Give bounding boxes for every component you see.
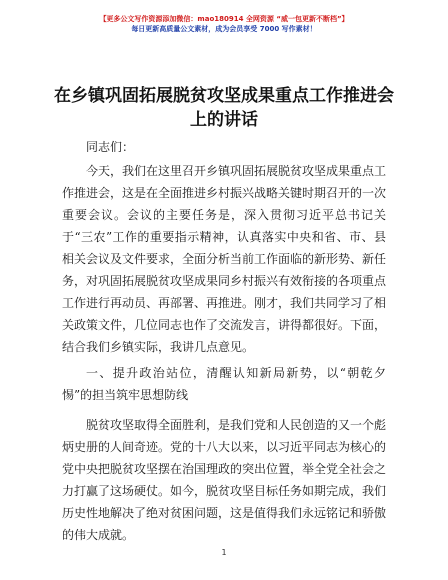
paragraph-section-1: 脱贫攻坚取得全面胜利，是我们党和人民创造的又一个彪炳史册的人间奇迹。党的十八大以来，以习近平同志为核心的党中央把脱贫攻坚摆在治国理政的突出位置，举全党全社会之力打赢了这场硬仗。如今，脱贫攻坚目标任务如期完成，我们历史性地解决了绝对贫困问题，这是值得我们永远铭记和骄傲的伟大成就。 bbox=[62, 418, 387, 542]
greeting: 同志们： bbox=[86, 140, 135, 154]
section-heading: 一、提升政治站位，清醒认知新局新势，以“朝乾夕惕”的担当筑牢思想防线 bbox=[62, 366, 386, 402]
promo-banner bbox=[0, 14, 448, 34]
page-number: 1 bbox=[221, 548, 227, 557]
promo-line-2: 每日更新高质量公文素材，成为会员享受 7000 写作素材！ bbox=[131, 25, 317, 33]
document-title: 在乡镇巩固拓展脱贫攻坚成果重点工作推进会上的讲话 bbox=[54, 86, 394, 130]
document-body bbox=[62, 136, 386, 550]
paragraph-intro: 今天，我们在这里召开乡镇巩固拓展脱贫攻坚成果重点工作推进会，这是在全面推进乡村振兴战略关键时期召开的一次重要会议。会议的主要任务是，深入贯彻习近平总书记关于“三农”工作的重要指示精神，认真落实中央和省、市、县相关会议及文件要求，全面分析当前工作面临的新形势、新任务，对巩固拓展脱贫攻坚成果同乡村振兴有效衔接的各项重点工作进行再动员、再部署、再推进。刚才，我们共同学习了相关政策文件，几位同志也作了交流发言，讲得都很好。下面，结合我们乡镇实际，我讲几点意见。 bbox=[62, 164, 387, 354]
promo-line-1: 【更多公文写作资源添加微信：mao180914 全网资源 “威一包更新不断档”】 bbox=[99, 15, 349, 23]
